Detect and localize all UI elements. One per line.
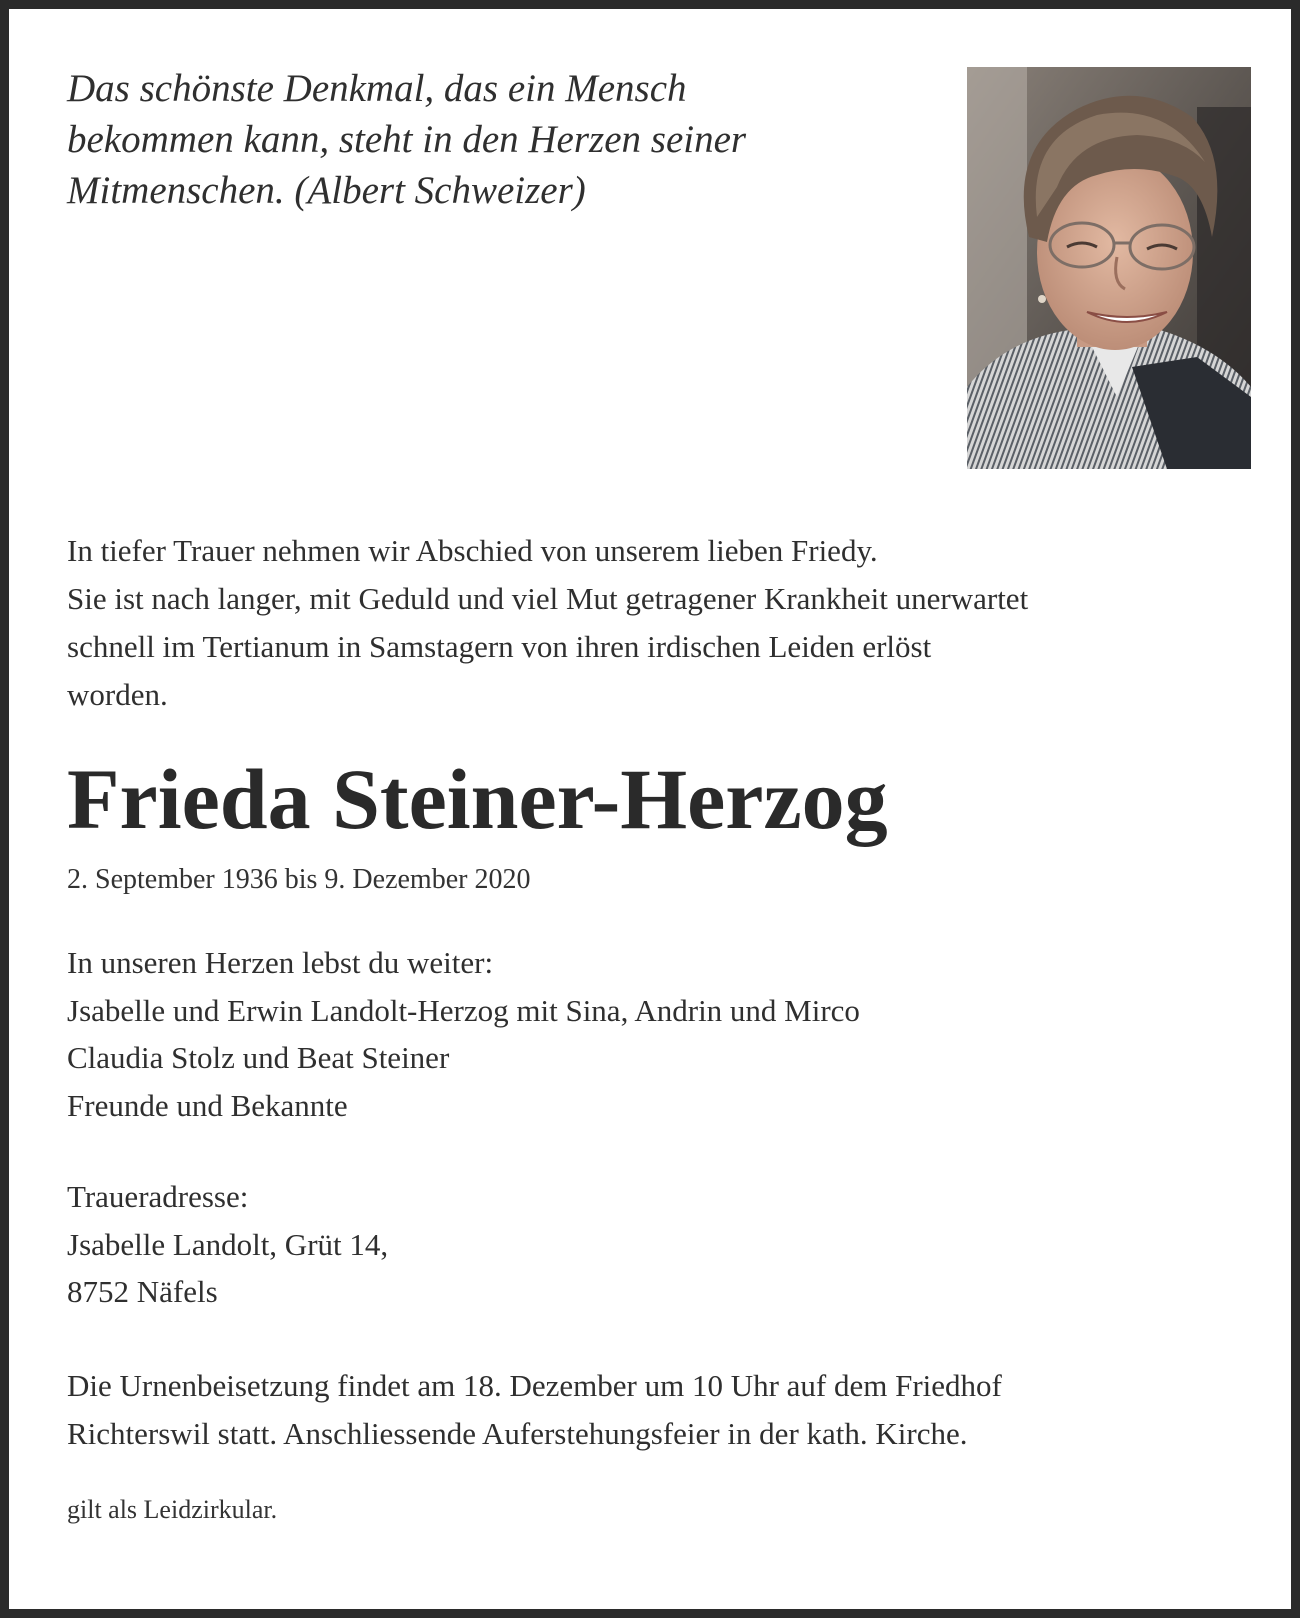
- survivors-line: Jsabelle und Erwin Landolt-Herzog mit Sina, Andrin und Mirco: [67, 992, 860, 1028]
- intro-line: schnell im Tertianum in Samstagern von ihren irdischen Leiden erlöst: [67, 629, 932, 664]
- survivors-line: In unseren Herzen lebst du weiter:: [67, 945, 494, 980]
- intro-line: In tiefer Trauer nehmen wir Abschied von unserem lieben Friedy.: [67, 533, 878, 568]
- ceremony-info: [67, 1362, 1267, 1457]
- portrait-photo: [967, 67, 1251, 469]
- quote-line: bekommen kann, steht in den Herzen seiner: [67, 118, 747, 161]
- survivors-list: [67, 939, 1267, 1129]
- quote-line: Mitmenschen. (Albert Schweizer): [67, 169, 586, 212]
- life-dates: 2. September 1936 bis 9. Dezember 2020: [67, 864, 531, 895]
- quote-line: Das schönste Denkmal, das ein Mensch: [67, 67, 687, 110]
- circular-note: gilt als Leidzirkular.: [67, 1495, 278, 1524]
- intro-line: Sie ist nach langer, mit Geduld und viel Mut getragener Krankheit unerwartet: [67, 581, 1029, 616]
- intro-text: [67, 527, 1267, 719]
- survivors-line: Claudia Stolz und Beat Steiner: [67, 1040, 450, 1075]
- address-line: Jsabelle Landolt, Grüt 14,: [67, 1226, 389, 1262]
- address-line: 8752 Näfels: [67, 1274, 218, 1309]
- ceremony-line: Die Urnenbeisetzung findet am 18. Dezember um 10 Uhr auf dem Friedhof: [67, 1368, 1002, 1403]
- intro-line: worden.: [67, 677, 168, 712]
- deceased-name: Frieda Steiner-Herzog: [67, 751, 888, 847]
- mourning-address: [67, 1173, 1267, 1316]
- memorial-quote: [67, 63, 907, 216]
- survivors-line: Freunde und Bekannte: [67, 1087, 348, 1123]
- address-line: Traueradresse:: [67, 1179, 249, 1214]
- ceremony-line: Richterswil statt. Anschliessende Auferstehungsfeier in der kath. Kirche.: [67, 1415, 968, 1451]
